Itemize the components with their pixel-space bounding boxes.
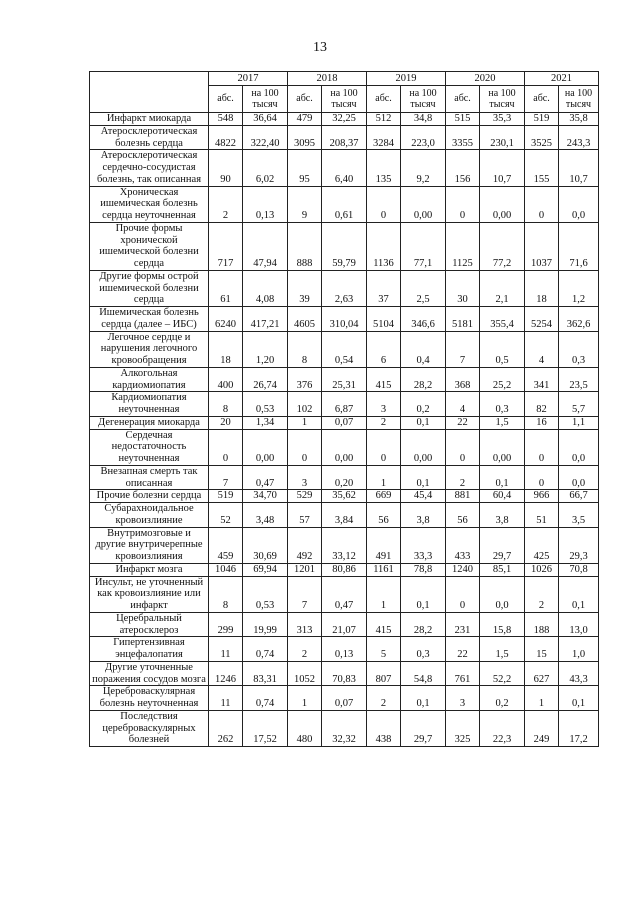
rate-value-cell: 0,13 <box>322 637 367 662</box>
abs-value-cell: 188 <box>525 612 559 637</box>
rate-value-cell: 0,47 <box>243 465 288 490</box>
abs-value-cell: 400 <box>209 367 243 392</box>
per-100k-header: на 100 тысяч <box>401 86 446 113</box>
year-header-row <box>90 72 599 86</box>
year-header: 2020 <box>446 72 525 86</box>
abs-value-cell: 0 <box>446 576 480 612</box>
abs-value-cell: 30 <box>446 270 480 306</box>
abs-value-cell: 135 <box>367 150 401 186</box>
abs-value-cell: 5181 <box>446 307 480 332</box>
rate-value-cell: 0,5 <box>480 331 525 367</box>
row-label: Субарахноидальное кровоизлияние <box>90 503 209 528</box>
rate-value-cell: 0,07 <box>322 686 367 711</box>
abs-value-cell: 519 <box>525 113 559 126</box>
abs-value-cell: 0 <box>209 429 243 465</box>
rate-value-cell: 10,7 <box>559 150 599 186</box>
abs-value-cell: 1136 <box>367 222 401 270</box>
table-row <box>90 125 599 150</box>
abs-value-cell: 529 <box>288 490 322 503</box>
rate-value-cell: 0,2 <box>401 392 446 417</box>
row-label: Прочие болезни сердца <box>90 490 209 503</box>
rate-value-cell: 322,40 <box>243 125 288 150</box>
table-row <box>90 661 599 686</box>
abs-value-cell: 0 <box>446 429 480 465</box>
abs-value-cell: 0 <box>288 429 322 465</box>
abs-value-cell: 415 <box>367 367 401 392</box>
abs-header: абс. <box>209 86 243 113</box>
abs-value-cell: 480 <box>288 710 322 746</box>
rate-value-cell: 35,62 <box>322 490 367 503</box>
abs-value-cell: 2 <box>367 686 401 711</box>
rate-value-cell: 0,1 <box>401 686 446 711</box>
rate-value-cell: 0,53 <box>243 576 288 612</box>
abs-header: абс. <box>288 86 322 113</box>
row-label: Легочное сердце и нарушения легочного кровообращения <box>90 331 209 367</box>
row-label: Другие уточненные поражения сосудов мозга <box>90 661 209 686</box>
rate-value-cell: 0,0 <box>480 576 525 612</box>
rate-value-cell: 0,00 <box>480 186 525 222</box>
abs-value-cell: 966 <box>525 490 559 503</box>
rate-value-cell: 0,1 <box>559 576 599 612</box>
table-row <box>90 416 599 429</box>
abs-value-cell: 1 <box>367 576 401 612</box>
rate-value-cell: 0,0 <box>559 465 599 490</box>
abs-value-cell: 6 <box>367 331 401 367</box>
abs-value-cell: 52 <box>209 503 243 528</box>
rate-value-cell: 1,1 <box>559 416 599 429</box>
abs-value-cell: 1240 <box>446 563 480 576</box>
abs-value-cell: 425 <box>525 527 559 563</box>
rate-value-cell: 0,4 <box>401 331 446 367</box>
rate-value-cell: 362,6 <box>559 307 599 332</box>
rate-value-cell: 66,7 <box>559 490 599 503</box>
rate-value-cell: 0,0 <box>559 429 599 465</box>
abs-value-cell: 3 <box>367 392 401 417</box>
row-label: Церебральный атеросклероз <box>90 612 209 637</box>
abs-value-cell: 6240 <box>209 307 243 332</box>
abs-value-cell: 56 <box>446 503 480 528</box>
rate-value-cell: 59,79 <box>322 222 367 270</box>
rate-value-cell: 2,1 <box>480 270 525 306</box>
rate-value-cell: 0,74 <box>243 686 288 711</box>
rate-value-cell: 0,1 <box>401 416 446 429</box>
rate-value-cell: 417,21 <box>243 307 288 332</box>
rate-value-cell: 0,1 <box>401 576 446 612</box>
abs-value-cell: 459 <box>209 527 243 563</box>
row-label: Инфаркт миокарда <box>90 113 209 126</box>
rate-value-cell: 0,74 <box>243 637 288 662</box>
rate-value-cell: 15,8 <box>480 612 525 637</box>
table-row <box>90 222 599 270</box>
table-row <box>90 490 599 503</box>
rate-value-cell: 34,8 <box>401 113 446 126</box>
row-label: Другие формы острой ишемической болезни сердца <box>90 270 209 306</box>
abs-value-cell: 3 <box>446 686 480 711</box>
rate-value-cell: 1,20 <box>243 331 288 367</box>
rate-value-cell: 17,52 <box>243 710 288 746</box>
row-label: Алкогольная кардиомиопатия <box>90 367 209 392</box>
rate-value-cell: 5,7 <box>559 392 599 417</box>
year-header: 2019 <box>367 72 446 86</box>
rate-value-cell: 208,37 <box>322 125 367 150</box>
rate-value-cell: 0,00 <box>401 186 446 222</box>
abs-value-cell: 156 <box>446 150 480 186</box>
abs-value-cell: 1201 <box>288 563 322 576</box>
rate-value-cell: 1,34 <box>243 416 288 429</box>
rate-value-cell: 0,0 <box>559 186 599 222</box>
abs-value-cell: 5104 <box>367 307 401 332</box>
rate-value-cell: 34,70 <box>243 490 288 503</box>
year-header: 2018 <box>288 72 367 86</box>
row-label: Цереброваскулярная болезнь неуточненная <box>90 686 209 711</box>
table-row <box>90 527 599 563</box>
rate-value-cell: 77,2 <box>480 222 525 270</box>
abs-value-cell: 102 <box>288 392 322 417</box>
abs-value-cell: 51 <box>525 503 559 528</box>
rate-value-cell: 1,5 <box>480 637 525 662</box>
rate-value-cell: 0,54 <box>322 331 367 367</box>
per-100k-header: на 100 тысяч <box>480 86 525 113</box>
rate-value-cell: 69,94 <box>243 563 288 576</box>
rate-value-cell: 0,2 <box>480 686 525 711</box>
abs-value-cell: 155 <box>525 150 559 186</box>
row-label: Ишемическая болезнь сердца (далее – ИБС) <box>90 307 209 332</box>
rate-value-cell: 52,2 <box>480 661 525 686</box>
abs-value-cell: 0 <box>525 186 559 222</box>
per-100k-header: на 100 тысяч <box>322 86 367 113</box>
abs-value-cell: 3525 <box>525 125 559 150</box>
table-row <box>90 612 599 637</box>
abs-value-cell: 90 <box>209 150 243 186</box>
table-row <box>90 429 599 465</box>
abs-value-cell: 3355 <box>446 125 480 150</box>
rate-value-cell: 1,0 <box>559 637 599 662</box>
abs-value-cell: 341 <box>525 367 559 392</box>
rate-value-cell: 3,5 <box>559 503 599 528</box>
row-label: Сердечная недостаточность неуточненная <box>90 429 209 465</box>
rate-value-cell: 71,6 <box>559 222 599 270</box>
abs-value-cell: 669 <box>367 490 401 503</box>
abs-value-cell: 3 <box>288 465 322 490</box>
rate-value-cell: 33,3 <box>401 527 446 563</box>
row-label: Дегенерация миокарда <box>90 416 209 429</box>
abs-value-cell: 519 <box>209 490 243 503</box>
abs-value-cell: 4822 <box>209 125 243 150</box>
table-row <box>90 331 599 367</box>
rate-value-cell: 25,31 <box>322 367 367 392</box>
abs-value-cell: 5254 <box>525 307 559 332</box>
rate-value-cell: 3,8 <box>401 503 446 528</box>
per-100k-header: на 100 тысяч <box>559 86 599 113</box>
rate-value-cell: 0,07 <box>322 416 367 429</box>
abs-value-cell: 22 <box>446 416 480 429</box>
abs-value-cell: 376 <box>288 367 322 392</box>
abs-value-cell: 231 <box>446 612 480 637</box>
abs-value-cell: 7 <box>446 331 480 367</box>
table-row <box>90 367 599 392</box>
rate-value-cell: 0,3 <box>401 637 446 662</box>
rate-value-cell: 0,3 <box>480 392 525 417</box>
rate-value-cell: 4,08 <box>243 270 288 306</box>
abs-value-cell: 717 <box>209 222 243 270</box>
abs-value-cell: 15 <box>525 637 559 662</box>
row-label: Инсульт, не уточненный как кровоизлияние или инфаркт <box>90 576 209 612</box>
rate-value-cell: 0,20 <box>322 465 367 490</box>
table-row <box>90 186 599 222</box>
rate-value-cell: 19,99 <box>243 612 288 637</box>
abs-value-cell: 433 <box>446 527 480 563</box>
abs-value-cell: 4605 <box>288 307 322 332</box>
row-label: Внезапная смерть так описанная <box>90 465 209 490</box>
abs-value-cell: 881 <box>446 490 480 503</box>
abs-value-cell: 18 <box>525 270 559 306</box>
rate-value-cell: 243,3 <box>559 125 599 150</box>
abs-value-cell: 491 <box>367 527 401 563</box>
rate-value-cell: 29,3 <box>559 527 599 563</box>
abs-value-cell: 5 <box>367 637 401 662</box>
abs-value-cell: 4 <box>446 392 480 417</box>
abs-value-cell: 1 <box>367 465 401 490</box>
abs-value-cell: 7 <box>288 576 322 612</box>
row-label: Атеросклеротическая сердечно-сосудистая болезнь, так описанная <box>90 150 209 186</box>
rate-value-cell: 77,1 <box>401 222 446 270</box>
abs-value-cell: 0 <box>525 465 559 490</box>
abs-value-cell: 18 <box>209 331 243 367</box>
table-row <box>90 686 599 711</box>
abs-value-cell: 9 <box>288 186 322 222</box>
abs-value-cell: 1046 <box>209 563 243 576</box>
abs-value-cell: 1246 <box>209 661 243 686</box>
table-row <box>90 150 599 186</box>
rate-value-cell: 43,3 <box>559 661 599 686</box>
row-label: Атеросклеротическая болезнь сердца <box>90 125 209 150</box>
rate-value-cell: 0,00 <box>243 429 288 465</box>
rate-value-cell: 54,8 <box>401 661 446 686</box>
abs-value-cell: 2 <box>525 576 559 612</box>
abs-value-cell: 8 <box>288 331 322 367</box>
abs-value-cell: 249 <box>525 710 559 746</box>
abs-header: абс. <box>525 86 559 113</box>
rate-value-cell: 10,7 <box>480 150 525 186</box>
row-label: Внутримозговые и другие внутричерепные кровоизлияния <box>90 527 209 563</box>
abs-value-cell: 1125 <box>446 222 480 270</box>
rate-value-cell: 45,4 <box>401 490 446 503</box>
corner-cell <box>90 72 209 113</box>
rate-value-cell: 47,94 <box>243 222 288 270</box>
abs-value-cell: 438 <box>367 710 401 746</box>
row-label: Гипертензивная энцефалопатия <box>90 637 209 662</box>
rate-value-cell: 23,5 <box>559 367 599 392</box>
rate-value-cell: 33,12 <box>322 527 367 563</box>
rate-value-cell: 0,53 <box>243 392 288 417</box>
table-row <box>90 710 599 746</box>
rate-value-cell: 0,00 <box>322 429 367 465</box>
abs-value-cell: 0 <box>367 186 401 222</box>
abs-value-cell: 2 <box>367 416 401 429</box>
rate-value-cell: 0,1 <box>401 465 446 490</box>
abs-value-cell: 0 <box>367 429 401 465</box>
rate-value-cell: 70,8 <box>559 563 599 576</box>
abs-value-cell: 807 <box>367 661 401 686</box>
rate-value-cell: 0,00 <box>401 429 446 465</box>
table-row <box>90 270 599 306</box>
rate-value-cell: 29,7 <box>480 527 525 563</box>
year-header: 2017 <box>209 72 288 86</box>
row-label: Последствия цереброваскулярных болезней <box>90 710 209 746</box>
abs-value-cell: 492 <box>288 527 322 563</box>
rate-value-cell: 355,4 <box>480 307 525 332</box>
abs-value-cell: 0 <box>446 186 480 222</box>
abs-value-cell: 11 <box>209 686 243 711</box>
abs-value-cell: 20 <box>209 416 243 429</box>
rate-value-cell: 2,63 <box>322 270 367 306</box>
table-row <box>90 465 599 490</box>
rate-value-cell: 83,31 <box>243 661 288 686</box>
abs-header: абс. <box>446 86 480 113</box>
rate-value-cell: 28,2 <box>401 367 446 392</box>
rate-value-cell: 0,1 <box>559 686 599 711</box>
abs-value-cell: 313 <box>288 612 322 637</box>
rate-value-cell: 3,48 <box>243 503 288 528</box>
abs-value-cell: 2 <box>288 637 322 662</box>
table-body <box>90 113 599 747</box>
abs-value-cell: 515 <box>446 113 480 126</box>
abs-value-cell: 415 <box>367 612 401 637</box>
rate-value-cell: 17,2 <box>559 710 599 746</box>
rate-value-cell: 26,74 <box>243 367 288 392</box>
rate-value-cell: 35,3 <box>480 113 525 126</box>
row-label: Кардиомиопатия неуточненная <box>90 392 209 417</box>
abs-value-cell: 61 <box>209 270 243 306</box>
rate-value-cell: 310,04 <box>322 307 367 332</box>
abs-value-cell: 8 <box>209 392 243 417</box>
rate-value-cell: 0,47 <box>322 576 367 612</box>
abs-value-cell: 57 <box>288 503 322 528</box>
rate-value-cell: 9,2 <box>401 150 446 186</box>
rate-value-cell: 25,2 <box>480 367 525 392</box>
rate-value-cell: 0,00 <box>480 429 525 465</box>
abs-value-cell: 39 <box>288 270 322 306</box>
rate-value-cell: 346,6 <box>401 307 446 332</box>
rate-value-cell: 6,02 <box>243 150 288 186</box>
page-number: 13 <box>313 40 327 55</box>
statistics-table <box>89 71 599 747</box>
abs-value-cell: 7 <box>209 465 243 490</box>
abs-value-cell: 479 <box>288 113 322 126</box>
abs-value-cell: 1026 <box>525 563 559 576</box>
abs-value-cell: 1052 <box>288 661 322 686</box>
rate-value-cell: 35,8 <box>559 113 599 126</box>
rate-value-cell: 13,0 <box>559 612 599 637</box>
abs-value-cell: 299 <box>209 612 243 637</box>
abs-value-cell: 56 <box>367 503 401 528</box>
abs-value-cell: 368 <box>446 367 480 392</box>
table-row <box>90 113 599 126</box>
abs-value-cell: 3284 <box>367 125 401 150</box>
rate-value-cell: 70,83 <box>322 661 367 686</box>
abs-value-cell: 4 <box>525 331 559 367</box>
abs-value-cell: 2 <box>209 186 243 222</box>
rate-value-cell: 3,8 <box>480 503 525 528</box>
per-100k-header: на 100 тысяч <box>243 86 288 113</box>
rate-value-cell: 32,32 <box>322 710 367 746</box>
rate-value-cell: 22,3 <box>480 710 525 746</box>
abs-value-cell: 95 <box>288 150 322 186</box>
abs-value-cell: 3095 <box>288 125 322 150</box>
abs-value-cell: 1037 <box>525 222 559 270</box>
abs-value-cell: 0 <box>525 429 559 465</box>
rate-value-cell: 80,86 <box>322 563 367 576</box>
rate-value-cell: 21,07 <box>322 612 367 637</box>
row-label: Прочие формы хронической ишемической болезни сердца <box>90 222 209 270</box>
abs-value-cell: 761 <box>446 661 480 686</box>
table-row <box>90 392 599 417</box>
rate-value-cell: 0,61 <box>322 186 367 222</box>
table-row <box>90 576 599 612</box>
rate-value-cell: 1,5 <box>480 416 525 429</box>
abs-value-cell: 22 <box>446 637 480 662</box>
table-row <box>90 563 599 576</box>
rate-value-cell: 0,1 <box>480 465 525 490</box>
abs-value-cell: 548 <box>209 113 243 126</box>
year-header: 2021 <box>525 72 599 86</box>
rate-value-cell: 0,3 <box>559 331 599 367</box>
rate-value-cell: 223,0 <box>401 125 446 150</box>
abs-value-cell: 627 <box>525 661 559 686</box>
rate-value-cell: 0,13 <box>243 186 288 222</box>
rate-value-cell: 2,5 <box>401 270 446 306</box>
rate-value-cell: 29,7 <box>401 710 446 746</box>
abs-value-cell: 37 <box>367 270 401 306</box>
row-label: Инфаркт мозга <box>90 563 209 576</box>
rate-value-cell: 28,2 <box>401 612 446 637</box>
rate-value-cell: 32,25 <box>322 113 367 126</box>
rate-value-cell: 30,69 <box>243 527 288 563</box>
abs-value-cell: 1 <box>288 416 322 429</box>
rate-value-cell: 85,1 <box>480 563 525 576</box>
abs-value-cell: 8 <box>209 576 243 612</box>
rate-value-cell: 6,87 <box>322 392 367 417</box>
abs-value-cell: 1 <box>525 686 559 711</box>
abs-value-cell: 325 <box>446 710 480 746</box>
rate-value-cell: 230,1 <box>480 125 525 150</box>
rate-value-cell: 1,2 <box>559 270 599 306</box>
abs-header: абс. <box>367 86 401 113</box>
table-row <box>90 503 599 528</box>
abs-value-cell: 16 <box>525 416 559 429</box>
rate-value-cell: 78,8 <box>401 563 446 576</box>
abs-value-cell: 512 <box>367 113 401 126</box>
abs-value-cell: 1 <box>288 686 322 711</box>
abs-value-cell: 888 <box>288 222 322 270</box>
abs-value-cell: 1161 <box>367 563 401 576</box>
rate-value-cell: 6,40 <box>322 150 367 186</box>
rate-value-cell: 36,64 <box>243 113 288 126</box>
rate-value-cell: 60,4 <box>480 490 525 503</box>
table-row <box>90 637 599 662</box>
row-label: Хроническая ишемическая болезнь сердца неуточненная <box>90 186 209 222</box>
abs-value-cell: 262 <box>209 710 243 746</box>
table-row <box>90 307 599 332</box>
abs-value-cell: 82 <box>525 392 559 417</box>
abs-value-cell: 11 <box>209 637 243 662</box>
abs-value-cell: 2 <box>446 465 480 490</box>
rate-value-cell: 3,84 <box>322 503 367 528</box>
